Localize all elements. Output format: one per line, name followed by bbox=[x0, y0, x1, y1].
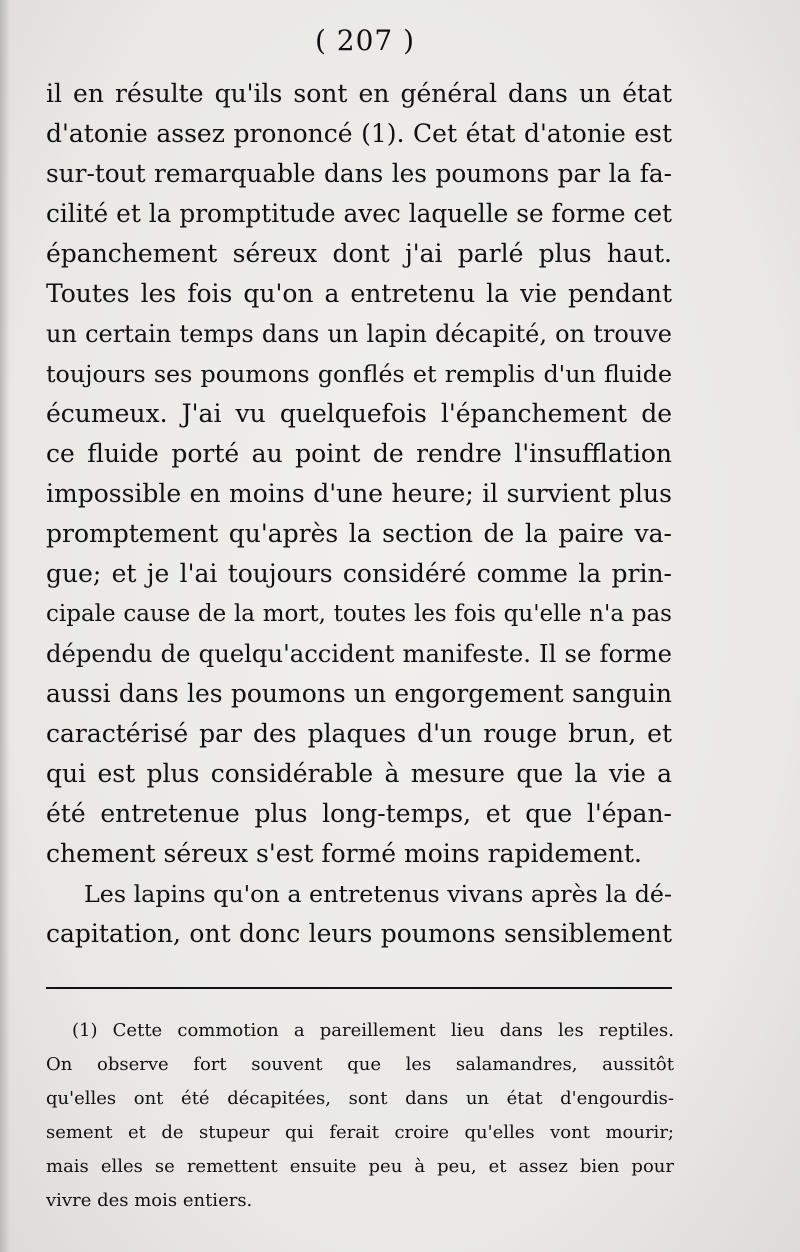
text-line: dépendu de quelqu'accident manifeste. Il se forme bbox=[46, 639, 672, 668]
footnote-line: (1) Cette commotion a pareillement lieu dans les reptiles. bbox=[72, 1020, 674, 1041]
text-line: toujours ses poumons gonflés et remplis d'un fluide bbox=[46, 360, 672, 388]
footnote-line: qu'elles ont été décapitées, sont dans un état d'engourdis- bbox=[46, 1088, 674, 1109]
text-line: été entretenue plus long-temps, et que l'épan- bbox=[46, 799, 672, 828]
text-line: impossible en moins d'une heure; il survient plus bbox=[46, 479, 672, 508]
text-line: d'atonie assez prononcé (1). Cet état d'atonie est bbox=[46, 119, 672, 148]
footnote-separator-rule bbox=[46, 987, 672, 989]
footnote-line: sement et de stupeur qui ferait croire qu'elles vont mourir; bbox=[46, 1122, 674, 1143]
text-line: écumeux. J'ai vu quelquefois l'épanchement de bbox=[46, 399, 672, 428]
text-line: chement séreux s'est formé moins rapidement. bbox=[46, 839, 642, 868]
text-line: capitation, ont donc leurs poumons sensiblement bbox=[46, 919, 672, 948]
footnote-line: mais elles se remettent ensuite peu à peu, et assez bien pour bbox=[46, 1156, 674, 1177]
footnote-line: On observe fort souvent que les salamandres, aussitôt bbox=[46, 1054, 674, 1075]
footnote bbox=[46, 1014, 674, 1218]
text-line: qui est plus considérable à mesure que la vie a bbox=[46, 759, 672, 788]
text-line: Toutes les fois qu'on a entretenu la vie pendant bbox=[46, 279, 672, 308]
text-line: aussi dans les poumons un engorgement sanguin bbox=[46, 679, 672, 708]
page-number: ( 207 ) bbox=[314, 24, 416, 57]
text-line: gue; et je l'ai toujours considéré comme la prin- bbox=[46, 559, 672, 588]
page-gutter-shadow bbox=[0, 0, 10, 1252]
text-line: caractérisé par des plaques d'un rouge brun, et bbox=[46, 719, 672, 748]
text-line: cipale cause de la mort, toutes les fois qu'elle n'a pas bbox=[46, 601, 672, 627]
text-line: épanchement séreux dont j'ai parlé plus haut. bbox=[46, 239, 672, 268]
text-line: un certain temps dans un lapin décapité, on trouve bbox=[46, 320, 672, 348]
text-line: ce fluide porté au point de rendre l'insufflation bbox=[46, 439, 672, 468]
text-line: sur-tout remarquable dans les poumons par la fa- bbox=[46, 159, 672, 188]
text-line: promptement qu'après la section de la paire va- bbox=[46, 519, 672, 548]
text-line: cilité et la promptitude avec laquelle se forme cet bbox=[46, 199, 672, 228]
paragraph-start-line: Les lapins qu'on a entretenus vivans après la dé- bbox=[84, 880, 672, 908]
body-text bbox=[46, 74, 672, 954]
footnote-line: vivre des mois entiers. bbox=[46, 1190, 253, 1211]
text-line: il en résulte qu'ils sont en général dans un état bbox=[46, 79, 672, 108]
